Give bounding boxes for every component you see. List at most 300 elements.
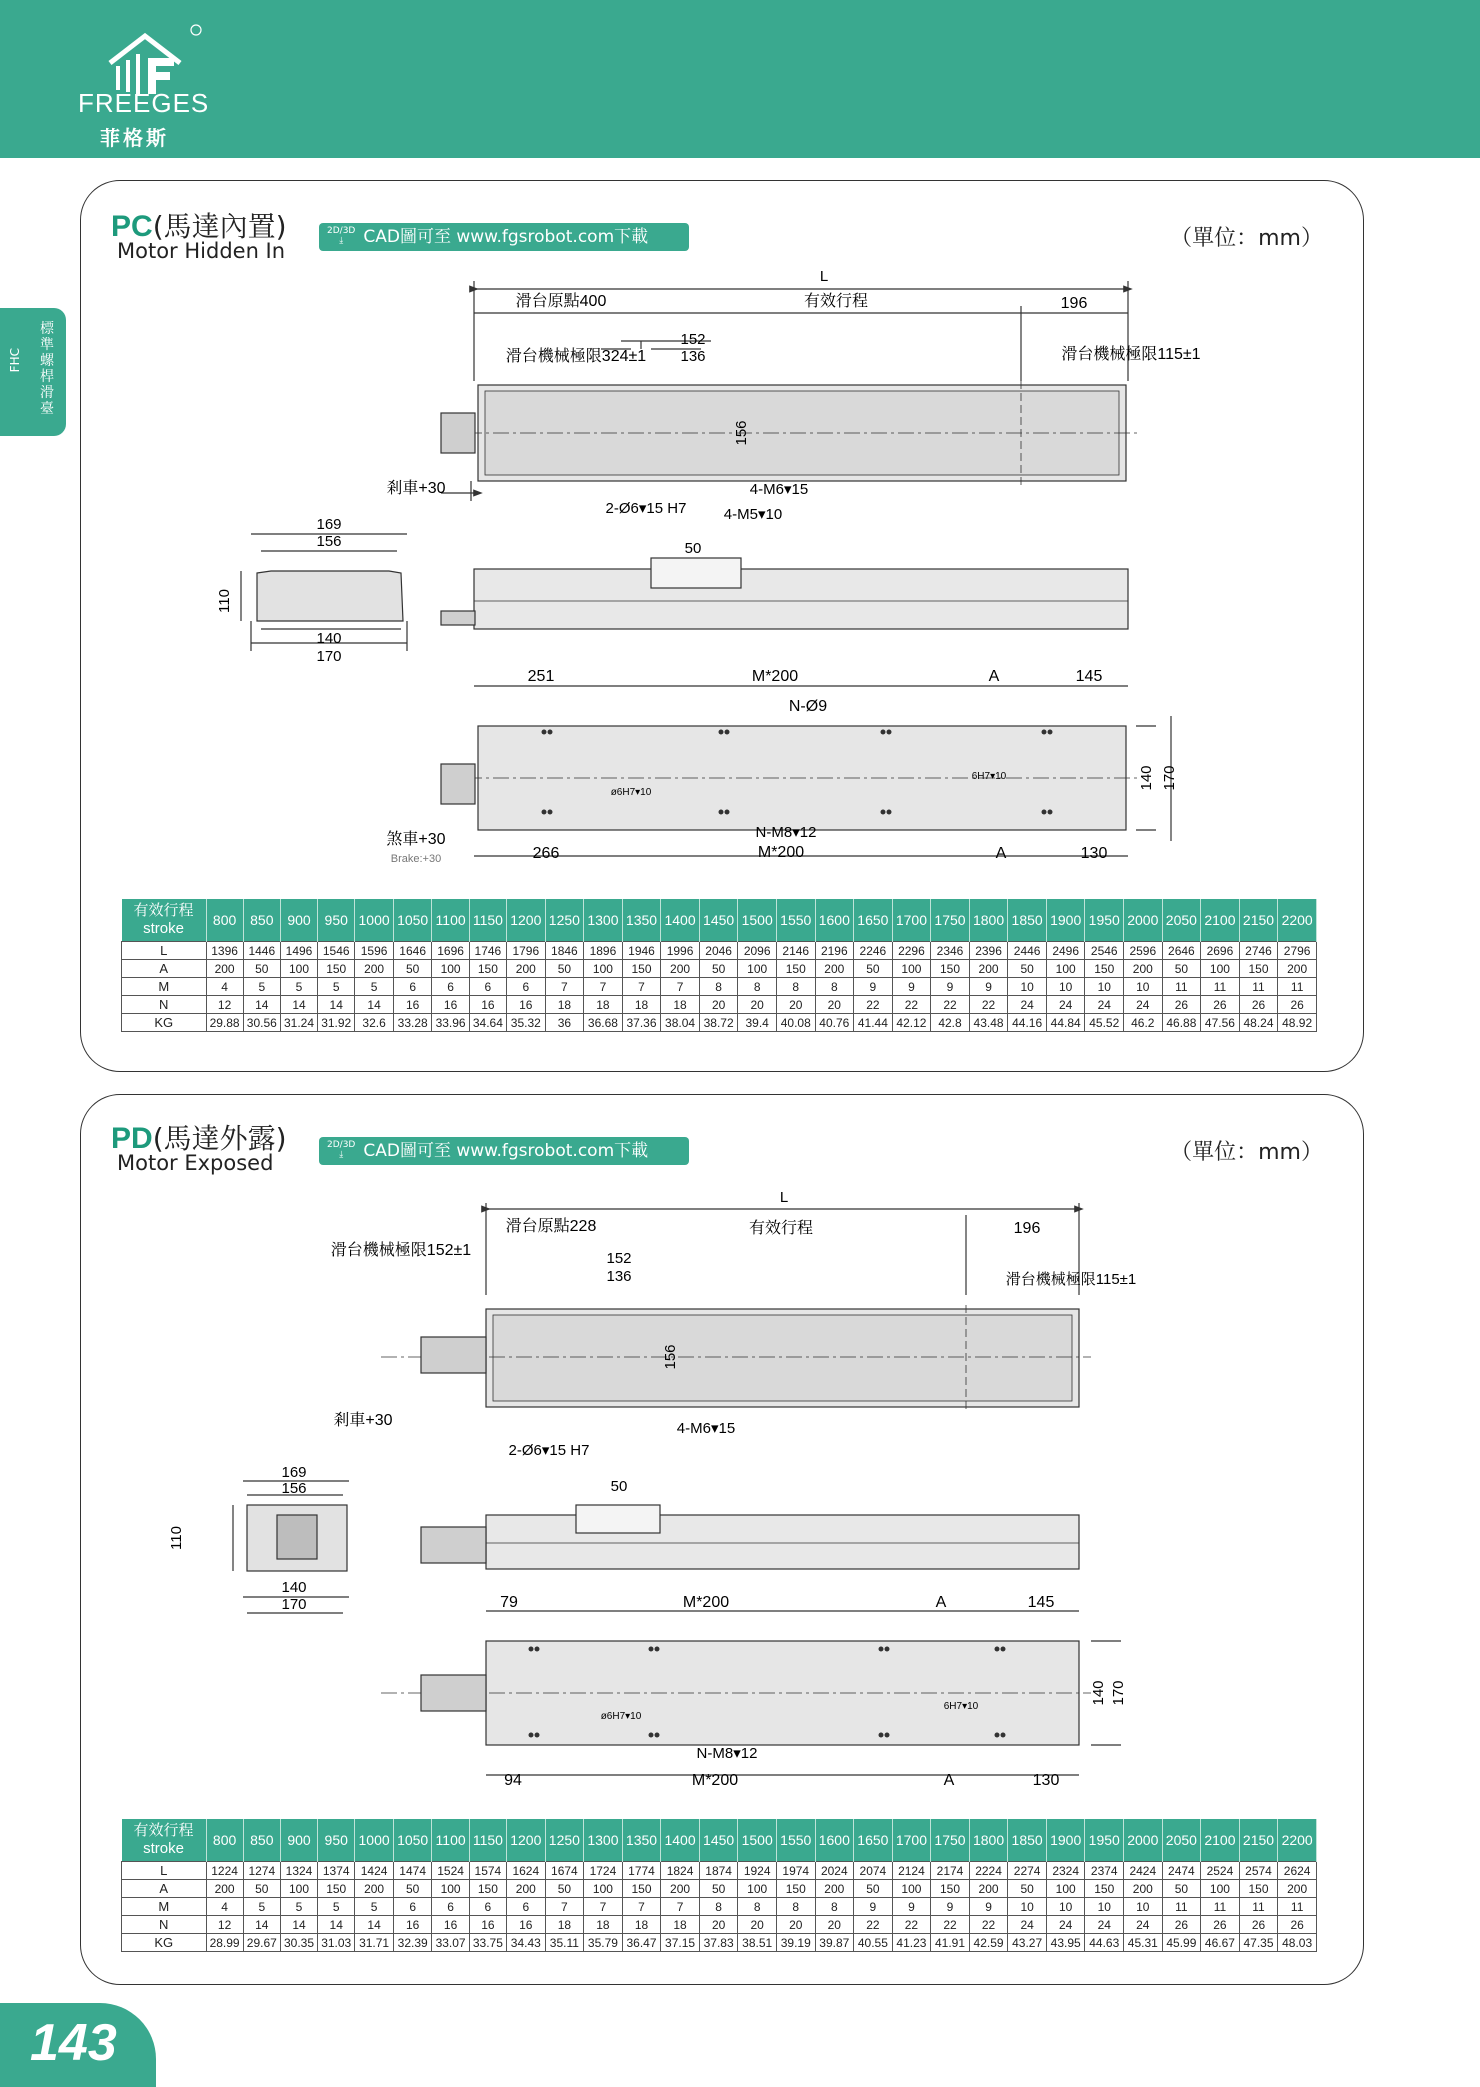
table-cell: 16	[507, 996, 546, 1014]
side-tab-char: 桿	[40, 369, 54, 385]
table-cell: 9	[969, 978, 1008, 996]
table-cell: 37.36	[622, 1014, 661, 1032]
table-cell: 9	[969, 1898, 1008, 1916]
table-cell: 50	[1008, 1880, 1047, 1898]
table-cell: 20	[699, 996, 738, 1014]
dim-94: 94	[504, 1772, 522, 1789]
table-header-cell: 1850	[1008, 1819, 1047, 1862]
table-cell: 1624	[507, 1862, 546, 1880]
dim-m200: M*200	[682, 1594, 730, 1611]
table-header-cell: 1000	[355, 1819, 394, 1862]
table-cell: 16	[393, 996, 432, 1014]
table-cell: 2246	[854, 942, 893, 960]
table-cell: 31.71	[355, 1934, 394, 1952]
download-icon: 2D/3D ⤓	[327, 1140, 356, 1160]
table-cell: 200	[815, 960, 854, 978]
dim-L: L	[779, 1189, 789, 1206]
table-cell: 22	[854, 1916, 893, 1934]
table-header-cell: 1250	[545, 899, 584, 942]
dim-limit-left: 滑台機械極限324±1	[505, 348, 647, 365]
table-header-cell: 1800	[969, 899, 1008, 942]
table-header-cell: 1000	[355, 899, 394, 942]
table-cell: 29.67	[243, 1934, 280, 1952]
dim-156b: 156	[281, 1480, 307, 1497]
table-row-label: L	[122, 942, 207, 960]
table-cell: 10	[1085, 978, 1124, 996]
table-cell: 16	[432, 996, 469, 1014]
table-cell: 48.03	[1278, 1934, 1317, 1952]
dim-170: 170	[316, 648, 342, 665]
dim-50: 50	[684, 540, 702, 557]
dim-145: 145	[1075, 668, 1103, 685]
dim-196: 196	[1013, 1220, 1041, 1237]
table-cell: 37.15	[661, 1934, 700, 1952]
dim-50: 50	[610, 1478, 628, 1495]
dim-A: A	[935, 1594, 947, 1611]
table-header-cell: 2100	[1201, 1819, 1240, 1862]
table-cell: 1446	[243, 942, 280, 960]
cad-download-text: CAD圖可至 www.fgsrobot.com下載	[363, 1141, 649, 1161]
side-tab-char: 準	[40, 337, 54, 353]
table-cell: 2196	[815, 942, 854, 960]
table-cell: 6	[432, 978, 469, 996]
dim-140b: 140	[1138, 765, 1155, 791]
dim-m200b: M*200	[757, 844, 805, 861]
table-cell: 1946	[622, 942, 661, 960]
table-cell: 16	[469, 1916, 506, 1934]
table-cell: 200	[507, 960, 546, 978]
dim-hole-2: 4-M6▾15	[676, 1420, 736, 1437]
table-cell: 11	[1162, 978, 1201, 996]
table-row	[122, 1934, 1317, 1952]
table-header-cell: 1550	[776, 1819, 815, 1862]
table-cell: 22	[892, 1916, 931, 1934]
table-header-cell: 1100	[432, 899, 469, 942]
dim-m200: M*200	[751, 668, 799, 685]
table-cell: 50	[699, 1880, 738, 1898]
table-cell: 1924	[738, 1862, 777, 1880]
dim-limit-right: 滑台機械極限115±1	[1005, 1271, 1137, 1288]
table-header-cell: 900	[280, 899, 317, 942]
table-header-cell: 1600	[815, 1819, 854, 1862]
table-header-cell: 1900	[1046, 899, 1085, 942]
table-row-label: KG	[122, 1014, 207, 1032]
table-cell: 100	[584, 1880, 623, 1898]
table-cell: 6	[393, 1898, 432, 1916]
page-header	[0, 0, 1480, 158]
table-cell: 8	[776, 978, 815, 996]
table-header-cell: 1700	[892, 1819, 931, 1862]
table-header-cell: 2000	[1124, 899, 1163, 942]
table-header-cell: 1400	[661, 899, 700, 942]
table-cell: 200	[1278, 1880, 1317, 1898]
dim-n-m8: N-M8▾12	[696, 1745, 758, 1762]
table-cell: 43.27	[1008, 1934, 1047, 1952]
top-view	[441, 181, 1141, 501]
table-cell: 2296	[892, 942, 931, 960]
side-tab-code: FHC	[8, 348, 22, 373]
table-header-cell: 2100	[1201, 899, 1240, 942]
table-cell: 100	[738, 1880, 777, 1898]
table-header-cell: 1550	[776, 899, 815, 942]
table-cell: 2696	[1201, 942, 1240, 960]
table-cell: 150	[1239, 960, 1278, 978]
table-cell: 200	[661, 1880, 700, 1898]
table-cell: 5	[280, 1898, 317, 1916]
table-cell: 40.76	[815, 1014, 854, 1032]
table-cell: 18	[622, 1916, 661, 1934]
table-cell: 8	[776, 1898, 815, 1916]
table-cell: 24	[1124, 1916, 1163, 1934]
table-cell: 6	[469, 978, 506, 996]
table-cell: 14	[243, 1916, 280, 1934]
table-cell: 33.28	[393, 1014, 432, 1032]
dim-136: 136	[680, 348, 706, 365]
table-cell: 11	[1278, 1898, 1317, 1916]
table-cell: 150	[318, 960, 355, 978]
table-cell: 31.03	[318, 1934, 355, 1952]
table-cell: 22	[892, 996, 931, 1014]
dim-170b: 170	[1161, 765, 1178, 791]
table-cell: 38.72	[699, 1014, 738, 1032]
table-row	[122, 960, 1317, 978]
table-cell: 1746	[469, 942, 506, 960]
table-header-stroke: 有效行程 stroke	[122, 899, 207, 942]
table-cell: 7	[661, 978, 700, 996]
table-cell: 24	[1085, 1916, 1124, 1934]
cad-download-text: CAD圖可至 www.fgsrobot.com下載	[363, 227, 649, 247]
table-cell: 50	[854, 1880, 893, 1898]
table-row-label: L	[122, 1862, 207, 1880]
table-cell: 10	[1124, 978, 1163, 996]
table-cell: 200	[355, 1880, 394, 1898]
dim-origin: 滑台原點228	[505, 1218, 597, 1235]
table-cell: 1824	[661, 1862, 700, 1880]
table-cell: 200	[815, 1880, 854, 1898]
table-cell: 6	[507, 978, 546, 996]
table-cell: 1674	[545, 1862, 584, 1880]
table-cell: 7	[584, 1898, 623, 1916]
table-cell: 2074	[854, 1862, 893, 1880]
dim-110: 110	[216, 589, 233, 613]
table-cell: 200	[1124, 960, 1163, 978]
table-row	[122, 996, 1317, 1014]
table-row-label: A	[122, 1880, 207, 1898]
table-cell: 200	[507, 1880, 546, 1898]
table-cell: 150	[776, 1880, 815, 1898]
dim-stroke: 有效行程	[748, 1220, 814, 1237]
table-cell: 20	[815, 1916, 854, 1934]
table-cell: 150	[469, 960, 506, 978]
table-cell: 150	[931, 1880, 970, 1898]
table-header-cell: 1950	[1085, 1819, 1124, 1862]
table-cell: 12	[206, 1916, 243, 1934]
table-row-label: A	[122, 960, 207, 978]
table-header-cell: 1050	[393, 899, 432, 942]
table-cell: 150	[1239, 1880, 1278, 1898]
table-cell: 43.95	[1046, 1934, 1085, 1952]
dim-130: 130	[1080, 845, 1108, 862]
side-view	[441, 558, 1128, 629]
dim-79: 79	[500, 1594, 518, 1611]
table-cell: 31.24	[280, 1014, 317, 1032]
dim-145: 145	[1027, 1594, 1055, 1611]
table-cell: 22	[931, 1916, 970, 1934]
table-header-cell: 950	[318, 1819, 355, 1862]
section-pc-panel	[80, 180, 1364, 1072]
table-cell: 41.23	[892, 1934, 931, 1952]
table-row	[122, 1898, 1317, 1916]
table-cell: 7	[622, 1898, 661, 1916]
download-icon: 2D/3D ⤓	[327, 226, 356, 246]
table-cell: 32.6	[355, 1014, 394, 1032]
table-cell: 9	[854, 978, 893, 996]
table-cell: 1774	[622, 1862, 661, 1880]
dim-156: 156	[662, 1344, 679, 1370]
dim-m200b: M*200	[691, 1772, 739, 1789]
dim-196: 196	[1060, 295, 1088, 312]
table-cell: 11	[1201, 978, 1240, 996]
table-cell: 1874	[699, 1862, 738, 1880]
table-cell: 31.92	[318, 1014, 355, 1032]
dim-n9: N-Ø9	[788, 698, 828, 715]
table-cell: 18	[584, 1916, 623, 1934]
table-cell: 20	[699, 1916, 738, 1934]
table-cell: 22	[854, 996, 893, 1014]
table-cell: 100	[584, 960, 623, 978]
table-row-label: KG	[122, 1934, 207, 1952]
table-header-cell: 2150	[1239, 899, 1278, 942]
table-cell: 50	[854, 960, 893, 978]
table-cell: 37.83	[699, 1934, 738, 1952]
table-cell: 2096	[738, 942, 777, 960]
table-cell: 150	[776, 960, 815, 978]
table-cell: 100	[1046, 960, 1085, 978]
table-cell: 30.35	[280, 1934, 317, 1952]
dim-A2: A	[943, 1772, 955, 1789]
table-cell: 100	[1201, 1880, 1240, 1898]
table-cell: 47.35	[1239, 1934, 1278, 1952]
table-cell: 2746	[1239, 942, 1278, 960]
table-cell: 22	[931, 996, 970, 1014]
table-cell: 16	[507, 1916, 546, 1934]
dim-6h7-right: 6H7▾10	[943, 1701, 979, 1712]
table-row-label: N	[122, 996, 207, 1014]
table-cell: 2596	[1124, 942, 1163, 960]
table-row-label: N	[122, 1916, 207, 1934]
table-cell: 14	[280, 1916, 317, 1934]
table-cell: 1574	[469, 1862, 506, 1880]
table-cell: 1974	[776, 1862, 815, 1880]
table-header-cell: 1900	[1046, 1819, 1085, 1862]
table-cell: 1274	[243, 1862, 280, 1880]
table-cell: 44.84	[1046, 1014, 1085, 1032]
dim-136: 136	[606, 1268, 632, 1285]
table-cell: 9	[892, 978, 931, 996]
unit-label: （單位：mm）	[1170, 1140, 1323, 1165]
table-cell: 14	[280, 996, 317, 1014]
table-header-cell: 1450	[699, 899, 738, 942]
table-cell: 26	[1239, 996, 1278, 1014]
table-cell: 7	[622, 978, 661, 996]
table-cell: 26	[1201, 996, 1240, 1014]
table-cell: 14	[318, 996, 355, 1014]
table-cell: 50	[545, 960, 584, 978]
table-header-cell: 800	[206, 1819, 243, 1862]
side-tab-char: 滑	[40, 385, 54, 401]
table-cell: 8	[815, 1898, 854, 1916]
table-row	[122, 1880, 1317, 1898]
table-cell: 2524	[1201, 1862, 1240, 1880]
dim-hole-3: 4-M5▾10	[723, 506, 783, 523]
page-number-badge	[0, 2003, 156, 2087]
table-header-cell: 800	[206, 899, 243, 942]
table-cell: 45.52	[1085, 1014, 1124, 1032]
table-cell: 24	[1008, 1916, 1047, 1934]
table-cell: 35.11	[545, 1934, 584, 1952]
table-cell: 2374	[1085, 1862, 1124, 1880]
table-cell: 26	[1162, 996, 1201, 1014]
table-cell: 200	[355, 960, 394, 978]
table-cell: 24	[1085, 996, 1124, 1014]
table-cell: 43.48	[969, 1014, 1008, 1032]
table-cell: 47.56	[1201, 1014, 1240, 1032]
table-header-cell: 850	[243, 899, 280, 942]
spec-table	[121, 1819, 1317, 1952]
table-cell: 100	[280, 960, 317, 978]
table-cell: 100	[738, 960, 777, 978]
table-header-cell: 2000	[1124, 1819, 1163, 1862]
table-cell: 18	[661, 996, 700, 1014]
table-cell: 2646	[1162, 942, 1201, 960]
table-cell: 1996	[661, 942, 700, 960]
table-cell: 42.8	[931, 1014, 970, 1032]
table-cell: 26	[1239, 1916, 1278, 1934]
table-cell: 1524	[432, 1862, 469, 1880]
table-header-cell: 2200	[1278, 899, 1317, 942]
table-cell: 44.63	[1085, 1934, 1124, 1952]
table-cell: 6	[432, 1898, 469, 1916]
table-header-cell: 1500	[738, 1819, 777, 1862]
dim-170b: 170	[1110, 1680, 1127, 1706]
table-cell: 33.07	[432, 1934, 469, 1952]
section-code: PC	[111, 210, 153, 243]
table-header-cell: 1750	[931, 1819, 970, 1862]
table-cell: 39.19	[776, 1934, 815, 1952]
table-cell: 28.99	[206, 1934, 243, 1952]
table-cell: 2546	[1085, 942, 1124, 960]
table-header-cell: 1300	[584, 1819, 623, 1862]
table-header-cell: 1300	[584, 899, 623, 942]
table-cell: 18	[661, 1916, 700, 1934]
brand-name: FREEGES	[78, 88, 210, 118]
table-cell: 42.59	[969, 1934, 1008, 1952]
table-header-cell: 2150	[1239, 1819, 1278, 1862]
table-header-cell: 1650	[854, 899, 893, 942]
table-cell: 200	[206, 960, 243, 978]
table-cell: 6	[507, 1898, 546, 1916]
table-cell: 150	[318, 1880, 355, 1898]
table-header-cell: 1700	[892, 899, 931, 942]
table-header-row	[122, 899, 1317, 942]
table-cell: 2224	[969, 1862, 1008, 1880]
table-cell: 10	[1008, 1898, 1047, 1916]
table-cell: 10	[1124, 1898, 1163, 1916]
table-cell: 50	[243, 1880, 280, 1898]
table-cell: 18	[545, 1916, 584, 1934]
dim-6h7-right: 6H7▾10	[971, 771, 1007, 782]
table-header-cell: 850	[243, 1819, 280, 1862]
table-cell: 7	[545, 978, 584, 996]
side-tab-char: 螺	[40, 353, 54, 369]
dim-169: 169	[316, 516, 342, 533]
table-cell: 48.24	[1239, 1014, 1278, 1032]
table-cell: 32.39	[393, 1934, 432, 1952]
dim-169: 169	[281, 1464, 307, 1481]
section-title-cn: (馬達內置)	[152, 210, 287, 243]
table-header-cell: 1150	[469, 1819, 506, 1862]
table-cell: 1896	[584, 942, 623, 960]
dim-stroke: 有效行程	[803, 293, 869, 310]
table-cell: 2346	[931, 942, 970, 960]
table-header-cell: 1150	[469, 899, 506, 942]
table-header-cell: 1800	[969, 1819, 1008, 1862]
table-cell: 8	[699, 1898, 738, 1916]
table-cell: 100	[432, 1880, 469, 1898]
table-cell: 1324	[280, 1862, 317, 1880]
table-cell: 50	[699, 960, 738, 978]
table-cell: 9	[931, 978, 970, 996]
table-row	[122, 1862, 1317, 1880]
table-cell: 35.32	[507, 1014, 546, 1032]
table-cell: 45.31	[1124, 1934, 1163, 1952]
table-cell: 2396	[969, 942, 1008, 960]
table-header-cell: 1250	[545, 1819, 584, 1862]
section-title-cn: (馬達外露)	[152, 1122, 287, 1155]
table-row	[122, 1014, 1317, 1032]
table-cell: 46.2	[1124, 1014, 1163, 1032]
table-cell: 16	[393, 1916, 432, 1934]
table-cell: 150	[1085, 960, 1124, 978]
table-cell: 2146	[776, 942, 815, 960]
table-cell: 48.92	[1278, 1014, 1317, 1032]
table-header-cell: 2050	[1162, 1819, 1201, 1862]
table-cell: 11	[1239, 978, 1278, 996]
table-cell: 2274	[1008, 1862, 1047, 1880]
table-cell: 26	[1278, 996, 1317, 1014]
table-cell: 20	[776, 1916, 815, 1934]
table-cell: 4	[206, 978, 243, 996]
table-header-cell: 950	[318, 899, 355, 942]
table-cell: 18	[545, 996, 584, 1014]
table-cell: 5	[243, 1898, 280, 1916]
table-cell: 2046	[699, 942, 738, 960]
table-cell: 8	[738, 1898, 777, 1916]
table-header-cell: 1500	[738, 899, 777, 942]
table-header-cell: 1850	[1008, 899, 1047, 942]
table-cell: 26	[1201, 1916, 1240, 1934]
table-cell: 8	[699, 978, 738, 996]
table-cell: 100	[1046, 1880, 1085, 1898]
table-cell: 5	[280, 978, 317, 996]
section-code: PD	[111, 1122, 153, 1155]
table-cell: 50	[1162, 960, 1201, 978]
dim-110: 110	[168, 1526, 185, 1550]
table-cell: 26	[1162, 1916, 1201, 1934]
table-cell: 33.96	[432, 1014, 469, 1032]
table-cell: 20	[776, 996, 815, 1014]
table-cell: 100	[432, 960, 469, 978]
